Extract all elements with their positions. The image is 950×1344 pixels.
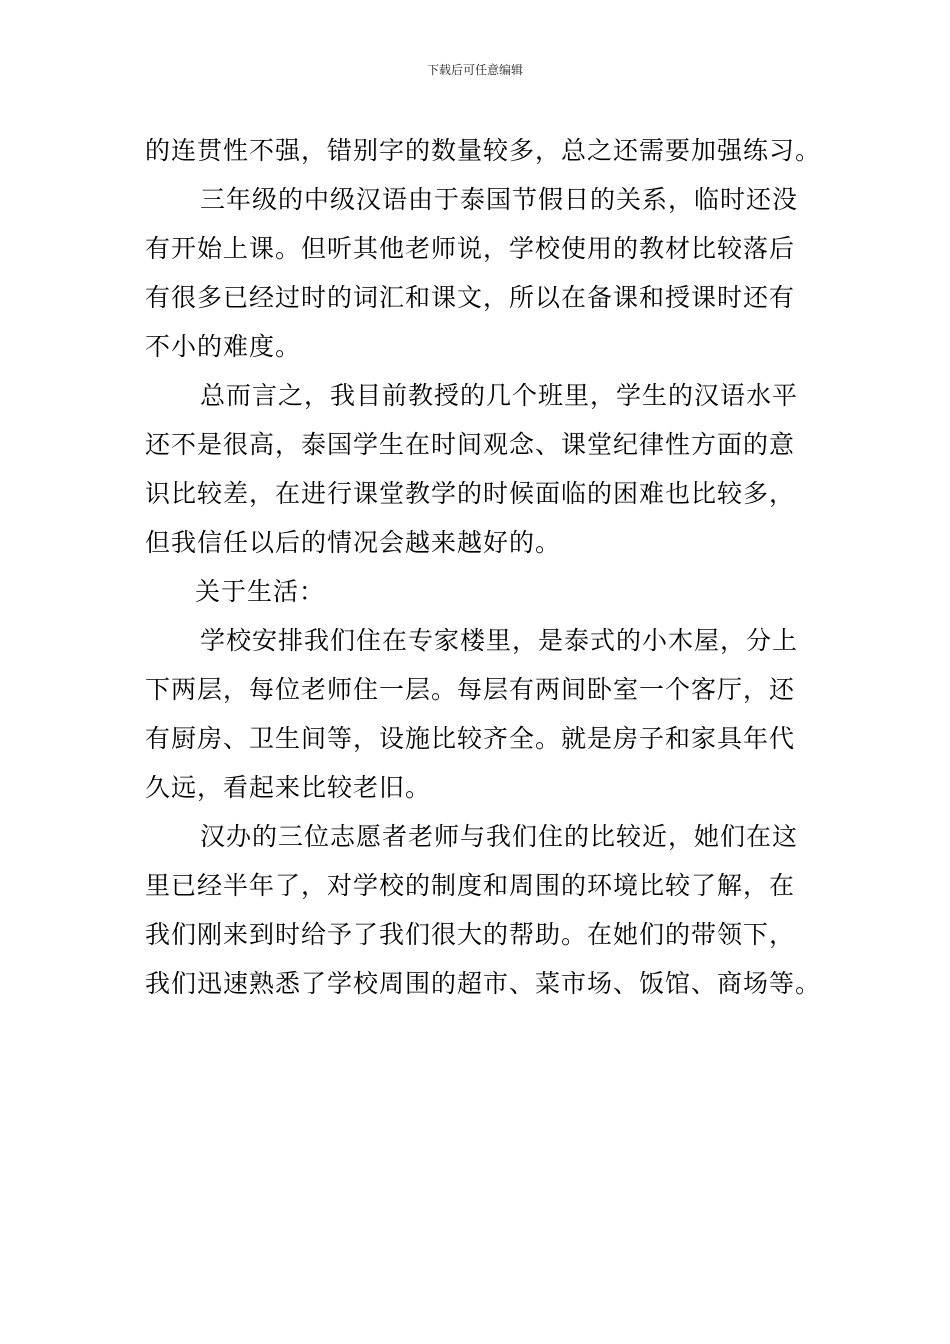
text-line: 还不是很高，泰国学生在时间观念、课堂纪律性方面的意 bbox=[145, 430, 796, 459]
text-line: 有开始上课。但听其他老师说，学校使用的教材比较落后 bbox=[145, 234, 796, 263]
page-header: 下载后可任意编辑 bbox=[426, 63, 523, 77]
section-heading: 关于生活： bbox=[195, 577, 326, 606]
text-line: 识比较差，在进行课堂教学的时候面临的困难也比较多， bbox=[145, 479, 796, 508]
text-line: 有厨房、卫生间等，设施比较齐全。就是房子和家具年代 bbox=[145, 724, 796, 753]
text-line: 里已经半年了，对学校的制度和周围的环境比较了解，在 bbox=[145, 871, 796, 900]
text-line: 学校安排我们住在专家楼里，是泰式的小木屋，分上 bbox=[200, 626, 799, 655]
body-text bbox=[145, 126, 822, 1008]
text-line: 汉办的三位志愿者老师与我们住的比较近，她们在这 bbox=[200, 822, 799, 851]
text-line: 的连贯性不强，错别字的数量较多，总之还需要加强练习。 bbox=[145, 136, 822, 165]
text-line: 三年级的中级汉语由于泰国节假日的关系，临时还没 bbox=[200, 185, 799, 214]
text-line: 但我信任以后的情况会越来越好的。 bbox=[145, 528, 562, 557]
text-line: 我们刚来到时给予了我们很大的帮助。在她们的带领下， bbox=[145, 920, 796, 949]
text-line: 久远，看起来比较老旧。 bbox=[145, 773, 432, 802]
text-line: 下两层，每位老师住一层。每层有两间卧室一个客厅，还 bbox=[145, 675, 796, 704]
text-line: 我们迅速熟悉了学校周围的超市、菜市场、饭馆、商场等。 bbox=[145, 969, 822, 998]
text-line: 不小的难度。 bbox=[145, 332, 302, 361]
text-line: 总而言之，我目前教授的几个班里，学生的汉语水平 bbox=[200, 381, 799, 410]
text-line: 有很多已经过时的词汇和课文，所以在备课和授课时还有 bbox=[145, 283, 796, 312]
